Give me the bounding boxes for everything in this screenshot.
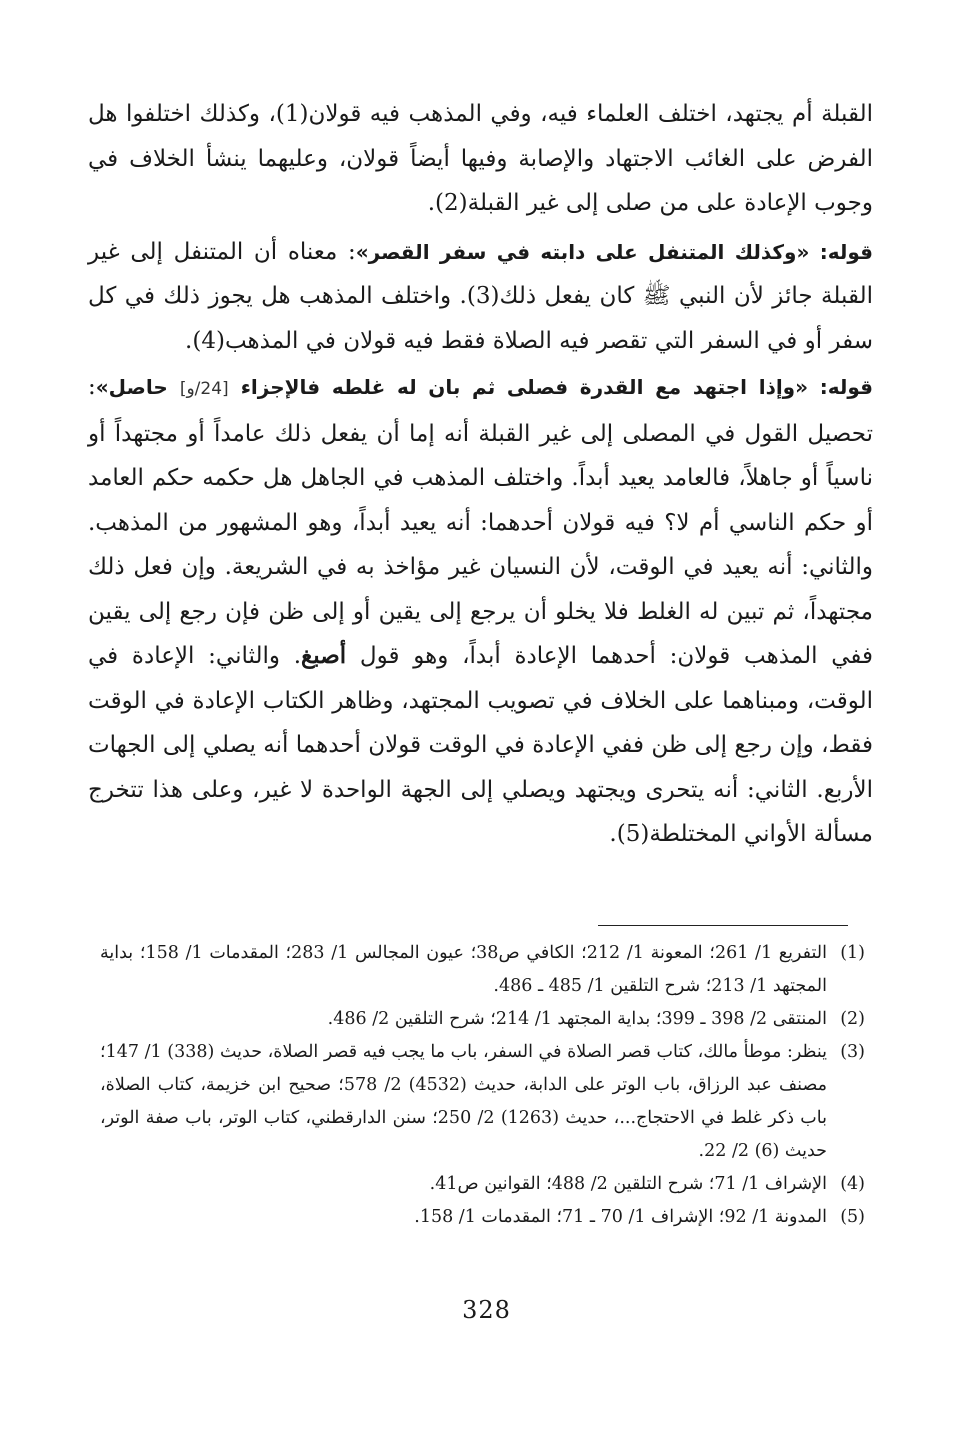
footnote-text: ينظر: موطأ مالك، كتاب قصر الصلاة في السفر، باب ما يجب فيه قصر الصلاة، حديث (338) 1/ 147؛ مصنف عبد الرزاق، باب الوتر على الدابة، حديث (4532) 2/ 578؛ صحيح ابن خزيمة، كتاب الصلاة، باب ذكر غلط في الاحتجاج...، حديث (1263) 2/ 250؛ سنن الدارقطني، كتاب الوتر، باب صفة الوتر، حديث (6) 2/ 22. <box>100 1042 828 1161</box>
footnote-number: (3) <box>840 1042 865 1062</box>
footnote-number: (5) <box>840 1207 865 1227</box>
paragraph-3 <box>88 365 873 857</box>
footnote-text: التفريع 1/ 261؛ المعونة 1/ 212؛ الكافي ص38؛ عيون المجالس 1/ 283؛ المقدمات 1/ 158؛ بداية المجتهد 1/ 213؛ شرح التلقين 1/ 485 ـ 486. <box>100 943 827 996</box>
paragraph-2-lead: قوله: «وكذلك المتنفل على دابته في سفر القصر» <box>355 239 873 264</box>
footnote-divider <box>598 925 848 926</box>
scholar-name: أصبغ <box>301 642 347 669</box>
footnote-number: (2) <box>840 1009 865 1029</box>
footnotes <box>100 937 865 1234</box>
page-number: 328 <box>462 1296 511 1324</box>
paragraph-2-text: : معناه أن المتنفل إلى غير القبلة جائز لأن النبي ﷺ كان يفعل ذلك(3). واختلف المذهب هل يجوز ذلك في كل سفر أو في السفر التي تقصر فيه الصلاة فقط فيه قولان في المذهب(4). <box>88 238 873 354</box>
paragraph-3-text-a: : تحصيل القول في المصلى إلى غير القبلة أنه إما أن يفعل ذلك عامداً أو مجتهداً أو ناسياً أو جاهلاً، فالعامد يعيد أبداً. واختلف المذهب في الجاهل هل حكمه حكم العامد أو حكم الناسي أم لا؟ فيه قولان أحدهما: أنه يعيد أبداً، وهو المشهور من المذهب. والثاني: أنه يعيد في الوقت، لأن النسيان غير مؤاخذ به في الشريعة. وإن فعل ذلك مجتهداً، ثم تبين له الغلط فلا يخلو أن يرجع إلى يقين أو إلى ظن فإن رجع إلى يقين ففي المذهب قولان: أحدهما الإعادة أبداً، وهو قول <box>88 374 874 669</box>
manuscript-folio-ref: [24/و] <box>179 379 229 399</box>
footnote-4 <box>100 1168 865 1201</box>
footnote-text: المنتقى 2/ 398 ـ 399؛ بداية المجتهد 1/ 214؛ شرح التلقين 2/ 486. <box>327 1009 827 1029</box>
paragraph-2 <box>88 230 873 364</box>
paragraph-3-text-b: . والثاني: الإعادة في الوقت، ومبناهما على الخلاف في تصويب المجتهد، وظاهر الكتاب الإعادة في الوقت فقط، وإن رجع إلى ظن ففي الإعادة في الوقت قولان أحدهما أنه يصلي إلى الجهات الأربع. الثاني: أنه يتحرى ويجتهد ويصلي إلى الجهة الواحدة لا غير، وعلى هذا تتخرج مسألة الأواني المختلطة(5). <box>88 643 873 847</box>
main-text <box>88 92 873 859</box>
footnote-text: المدونة 1/ 92؛ الإشراف 1/ 70 ـ 71؛ المقدمات 1/ 158. <box>414 1207 827 1227</box>
footnote-1 <box>100 937 865 1003</box>
footnote-text: الإشراف 1/ 71؛ شرح التلقين 2/ 488؛ القوانين ص41. <box>429 1174 827 1194</box>
footnote-number: (4) <box>840 1174 865 1194</box>
footnote-2 <box>100 1003 865 1036</box>
footnote-5 <box>100 1201 865 1234</box>
footnote-3 <box>100 1036 865 1168</box>
paragraph-3-lead-end: حاصل» <box>95 375 168 399</box>
paragraph-3-lead: قوله: «وإذا اجتهد مع القدرة فصلى ثم بان له غلطه فالإجزاء <box>240 375 873 399</box>
footnote-number: (1) <box>840 943 865 963</box>
paragraph-1: القبلة أم يجتهد، اختلف العلماء فيه، وفي المذهب فيه قولان(1)، وكذلك اختلفوا هل الفرض على الغائب الاجتهاد والإصابة وفيها أيضاً قولان، وعليهما ينشأ الخلاف في وجوب الإعادة على من صلى إلى غير القبلة(2). <box>88 101 873 216</box>
